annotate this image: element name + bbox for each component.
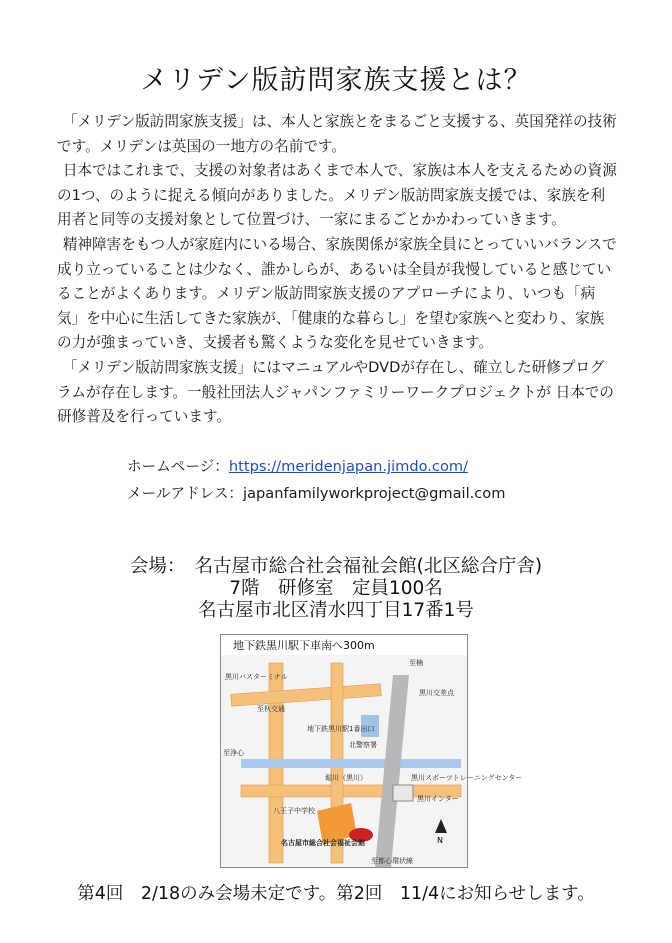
venue-name: 会場： 名古屋市総合社会福祉会館(北区総合庁舎) — [129, 556, 543, 577]
paragraph-2: 日本ではこれまで、支援の対象者はあくまで本人で、家族は本人を支えるための資源の1つ、のように捉える傾向がありました。メリデン版訪問家族支援では、家族を利用者と同等の支援対象として位置づけ、一家にまるごとかかわっていきます。 — [57, 162, 617, 229]
description-text — [57, 110, 617, 430]
label-bottom: 至都心環状線 — [371, 857, 413, 865]
expressway — [375, 675, 409, 867]
map-header: 地下鉄黒川駅下車南へ300m — [233, 639, 375, 652]
north-arrow-icon — [435, 819, 447, 833]
map-drawing — [221, 635, 523, 867]
paragraph-1: 「メリデン版訪問家族支援」は、本人と家族とをまるごと支援する、英国発祥の技術です。メリデンは英国の一地方の名前です。 — [57, 113, 617, 155]
label-top: 至楠 — [409, 659, 423, 667]
access-map — [220, 634, 523, 868]
label-bus-terminal: 黒川バスターミナル — [225, 673, 288, 681]
north-label: N — [437, 836, 443, 845]
page-title: メリデン版訪問家族支援とは？ — [140, 65, 532, 96]
river — [241, 759, 461, 768]
footer-note: 第4回 2/18のみ会場未定です。第2回 11/4にお知らせします。 — [77, 884, 595, 904]
venue-info — [0, 556, 672, 622]
label-river: 堀川（黒川） — [325, 774, 367, 782]
email-line — [127, 482, 505, 503]
sports-center-building — [393, 785, 413, 801]
label-station: 地下鉄黒川駅1番出口 — [307, 725, 375, 733]
homepage-label: ホームページ： — [127, 458, 229, 475]
paragraph-3: 精神障害をもつ人が家庭内にいる場合、家族関係が家族全員にとっていいバランスで成り立っていることは少なく、誰かしらが、あるいは全員が我慢していると感じていることがよくあります。メリデン版訪問家族支援のアプローチにより、いつも「病気」を中心に生活してきた家族が、「健康的な暮らし」を望む家族へと変わり、家族の力が強まっていき、支援者も驚くような変化を見せていきます。 — [57, 235, 617, 352]
email-address: japanfamilyworkproject@gmail.com — [243, 485, 506, 502]
paragraph-4: 「メリデン版訪問家族支援」にはマニュアルやDVDが存在し、確立した研修プログラムが存在します。一般社団法人ジャパンファミリーワークプロジェクトが 日本での研修普及を行っています。 — [57, 358, 615, 426]
homepage-link[interactable]: https://meridenjapan.jimdo.com/ — [228, 458, 469, 475]
label-sports: 黒川スポーツトレーニングセンター — [411, 774, 523, 782]
label-venue: 名古屋市総合社会福祉会館 — [281, 839, 365, 847]
label-kosaten: 黒川交差点 — [419, 689, 454, 697]
email-label: メールアドレス： — [127, 485, 244, 502]
label-shiragane: 至杁交通 — [257, 705, 285, 713]
venue-room: 7階 研修室 定員100名 — [229, 578, 443, 599]
venue-address: 名古屋市北区清水四丁目17番1号 — [198, 600, 474, 621]
label-school: 八王子中学校 — [273, 807, 315, 815]
label-police: 北警察署 — [349, 741, 377, 749]
homepage-line — [127, 455, 468, 476]
label-ic: 黒川インター — [417, 795, 459, 803]
label-jyoshin: 至浄心 — [223, 749, 244, 757]
